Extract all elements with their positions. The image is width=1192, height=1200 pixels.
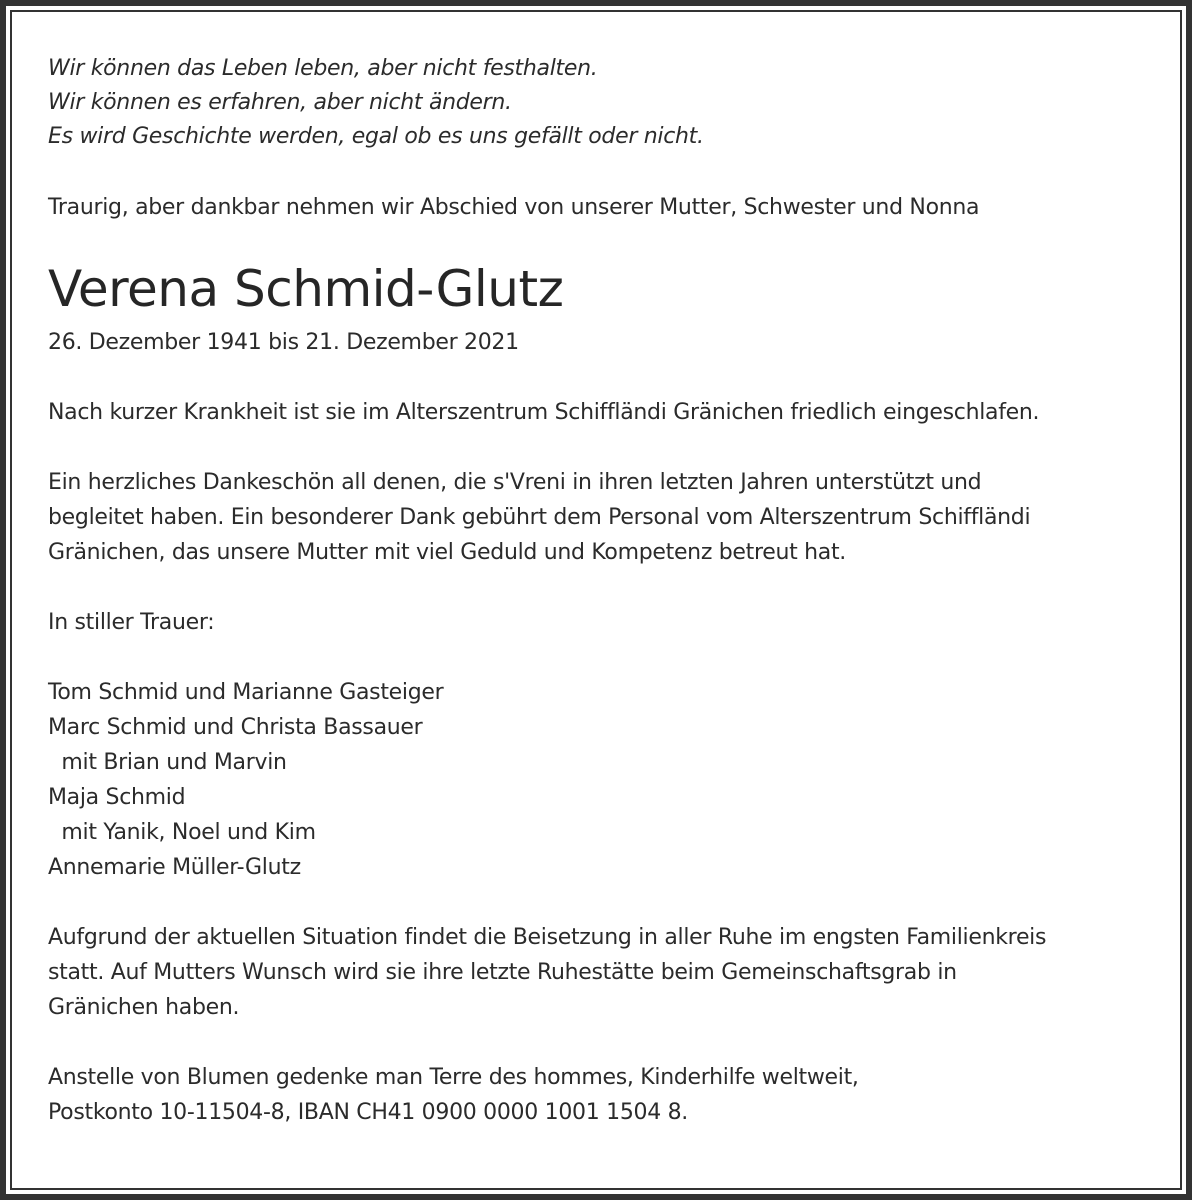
mourner-line: Marc Schmid und Christa Bassauer [48,715,423,740]
mourner-line: Tom Schmid und Marianne Gasteiger [48,680,444,705]
funeral-paragraph [48,920,1148,1025]
thanks-paragraph [48,465,1148,570]
mourner-line: Annemarie Müller-Glutz [48,855,301,880]
thanks-line: Gränichen, das unsere Mutter mit viel Geduld und Kompetenz betreut hat. [48,540,846,565]
donation-paragraph [48,1060,1148,1130]
mourners-list [48,675,1148,885]
quote-line: Wir können das Leben leben, aber nicht festhalten. [48,56,598,81]
thanks-line: begleitet haben. Ein besonderer Dank gebührt dem Personal vom Alterszentrum Schiffländi [48,505,1031,530]
mourner-line: Maja Schmid [48,785,186,810]
funeral-line: Aufgrund der aktuellen Situation findet die Beisetzung in aller Ruhe im engsten Familienkreis [48,925,1047,950]
quote-line: Wir können es erfahren, aber nicht ändern. [48,90,512,115]
funeral-line: statt. Auf Mutters Wunsch wird sie ihre letzte Ruhestätte beim Gemeinschaftsgrab in [48,960,957,985]
funeral-line: Gränichen haben. [48,995,240,1020]
deceased-name: Verena Schmid-Glutz [48,260,564,318]
obituary-notice [48,52,1148,1130]
mourner-line: mit Yanik, Noel und Kim [48,820,316,845]
mourner-line: mit Brian und Marvin [48,750,287,775]
quote-line: Es wird Geschichte werden, egal ob es uns gefällt oder nicht. [48,124,704,149]
donation-line: Postkonto 10-11504-8, IBAN CH41 0900 0000 1001 1504 8. [48,1100,688,1125]
donation-line: Anstelle von Blumen gedenke man Terre des hommes, Kinderhilfe weltweit, [48,1065,859,1090]
intro-text: Traurig, aber dankbar nehmen wir Abschied von unserer Mutter, Schwester und Nonna [48,195,980,220]
thanks-line: Ein herzliches Dankeschön all denen, die s'Vreni in ihren letzten Jahren unterstützt und [48,470,982,495]
passing-text: Nach kurzer Krankheit ist sie im Alterszentrum Schiffländi Gränichen friedlich eingeschlafen. [48,400,1040,425]
quote-block [48,52,1148,154]
life-dates: 26. Dezember 1941 bis 21. Dezember 2021 [48,330,519,355]
mourning-heading: In stiller Trauer: [48,610,215,635]
